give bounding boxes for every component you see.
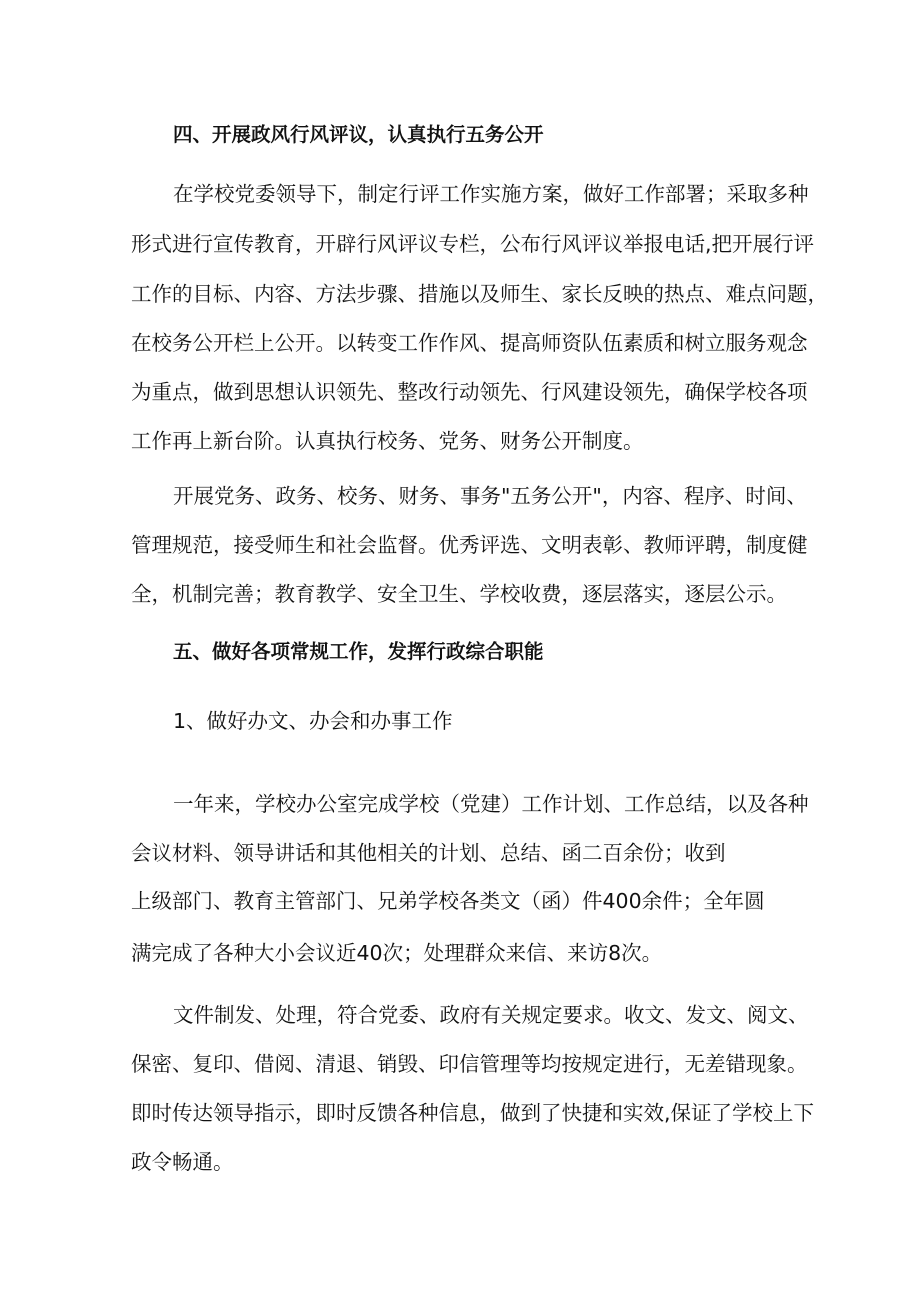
text-line: 开展党务、政务、校务、财务、事务"五务公开"，内容、程序、时间、 bbox=[173, 484, 807, 508]
text-line: 工作再上新台阶。认真执行校务、党务、财务公开制度。 bbox=[131, 429, 644, 453]
text-line: 全，机制完善；教育教学、安全卫生、学校收费，逐层落实，逐层公示。 bbox=[131, 582, 787, 606]
text-line: 保密、复印、借阅、清退、销毁、印信管理等均按规定进行，无差错现象。 bbox=[131, 1052, 808, 1076]
text-line: 文件制发、处理，符合党委、政府有关规定要求。收文、发文、阅文、 bbox=[173, 1003, 809, 1027]
text-line: 政令畅通。 bbox=[131, 1150, 234, 1174]
subsection-heading-1: 1、做好办文、办会和办事工作 bbox=[173, 709, 453, 733]
text-line: 为重点，做到思想认识领先、整改行动领先、行风建设领先，确保学校各项 bbox=[131, 380, 808, 404]
text-line: 一年来，学校办公室完成学校（党建）工作计划、工作总结，以及各种 bbox=[173, 792, 809, 816]
section-heading-5: 五、做好各项常规工作，发挥行政综合职能 bbox=[173, 640, 544, 663]
text-line: 管理规范，接受师生和社会监督。优秀评选、文明表彰、教师评聘，制度健 bbox=[131, 533, 808, 557]
text-line: 在学校党委领导下，制定行评工作实施方案，做好工作部署；采取多种 bbox=[173, 182, 809, 206]
text-line: 工作的目标、内容、方法步骤、措施以及师生、家长反映的热点、难点问题， bbox=[131, 282, 828, 306]
text-line: 满完成了各种大小会议近40次；处理群众来信、来访8次。 bbox=[131, 941, 663, 965]
text-line: 上级部门、教育主管部门、兄弟学校各类文（函）件400余件；全年圆 bbox=[131, 889, 765, 913]
text-line: 即时传达领导指示，即时反馈各种信息，做到了快捷和实效,保证了学校上下 bbox=[131, 1101, 815, 1125]
text-line: 会议材料、领导讲话和其他相关的计划、总结、函二百余份；收到 bbox=[131, 841, 726, 865]
text-line: 形式进行宣传教育，开辟行风评议专栏，公布行风评议举报电话,把开展行评 bbox=[131, 232, 815, 256]
text-line: 在校务公开栏上公开。以转变工作作风、提高师资队伍素质和树立服务观念 bbox=[131, 331, 808, 355]
section-heading-4: 四、开展政风行风评议，认真执行五务公开 bbox=[173, 123, 544, 146]
